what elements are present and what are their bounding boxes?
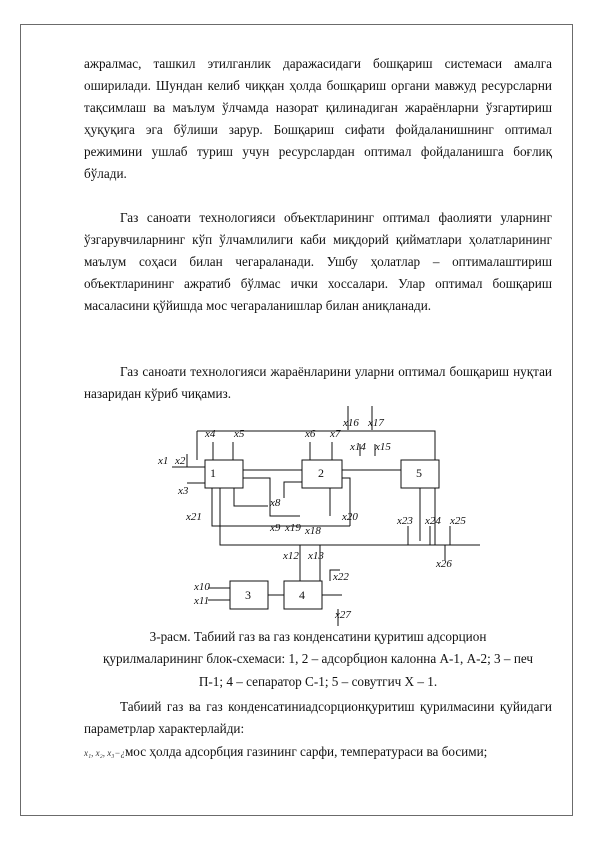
label-x6: x6 <box>305 428 316 440</box>
label-x16: x16 <box>343 417 359 429</box>
label-x19: x19 <box>285 522 301 534</box>
paragraph-3-text: Газ саноати технологияси жараёнларини уларни оптимал бошқариш нуқтаи назаридан кўриб чиқамиз. <box>84 364 552 402</box>
label-x7: x7 <box>330 428 341 440</box>
block-1-label: 1 <box>210 466 216 480</box>
caption-line-1: 3-расм. Табиий газ ва газ конденсатини қуритиш адсорцион <box>149 629 487 644</box>
label-x8: x8 <box>270 497 281 509</box>
label-x22: x22 <box>333 571 349 583</box>
label-x20: x20 <box>342 511 358 523</box>
block-diagram <box>150 398 510 628</box>
paragraph-4-text: Табиий газ ва газ конденсатиниадсорционқуритиш қурилмасини қуйидаги параметрлар характерлайди: <box>84 699 552 737</box>
parameters-line-text: мос ҳолда адсорбция газининг сарфи, температураси ва босими; <box>124 744 488 759</box>
label-x21: x21 <box>186 511 202 523</box>
block-5-label: 5 <box>416 466 422 480</box>
caption-line-2: қурилмаларининг блок-схемаси: 1, 2 – адсорбцион калонна А-1, А-2; 3 – печ <box>102 651 534 667</box>
paragraph-2-text: Газ саноати технологияси объектларининг оптимал фаолияти уларнинг ўзгарувчиларнинг кўп ўлчамлилиги каби миқдорий қийматлари ҳолатларининг маълум соҳаси билан чегараланади. Ушбу ҳолатлар – оптималаштириш объектларининг ажратиб бўлмас ички хоссалари. Улар оптимал бошқариш масаласини қўйишда мос чегараланишлар билан аниқланади. <box>84 210 552 314</box>
label-x26: x26 <box>436 558 452 570</box>
label-x25: x25 <box>450 515 466 527</box>
label-x3: x3 <box>178 485 189 497</box>
formula-x1-x2-x3: x₁, x₂, x₃−¿ <box>84 748 125 758</box>
label-x9: x9 <box>270 522 281 534</box>
label-x15: x15 <box>375 441 391 453</box>
label-x18: x18 <box>305 525 321 537</box>
label-x12: x12 <box>283 550 299 562</box>
caption-line-3: П-1; 4 – сепаратор С-1; 5 – совутгич Х – 1. <box>198 673 438 689</box>
label-x10: x10 <box>194 581 210 593</box>
label-x13: x13 <box>308 550 324 562</box>
paragraph-4 <box>84 696 552 740</box>
label-x14: x14 <box>350 441 366 453</box>
label-x27: x27 <box>335 609 351 621</box>
paragraph-2 <box>84 207 552 317</box>
block-3-label: 3 <box>245 588 251 602</box>
paragraph-1-text: ажралмас, ташкил этилганлик даражасидаги бошқариш системаси амалга оширилади. Шундан келиб чиққан ҳолда бошқариш органи мавжуд ресурсларни тақсимлаш ва маълум ўлчамда назорат қилинадиган жараёнларни ўзгартириш ҳуқуқига эга бўлиши зарур. Бошқариш сифати фойдаланишнинг оптимал режимини ушлаб туриш учун ресурслардан оптимал фойдаланишга боғлиқ бўлади. <box>84 56 552 182</box>
block-2-label: 2 <box>318 466 324 480</box>
label-x1: x1 <box>158 455 169 467</box>
label-x17: x17 <box>368 417 384 429</box>
parameters-line <box>84 741 552 764</box>
label-x24: x24 <box>425 515 441 527</box>
label-x23: x23 <box>397 515 413 527</box>
label-x2: x2 <box>175 455 186 467</box>
block-4-label: 4 <box>299 588 305 602</box>
paragraph-1 <box>84 53 552 186</box>
label-x4: x4 <box>205 428 216 440</box>
label-x5: x5 <box>234 428 245 440</box>
label-x11: x11 <box>194 595 210 607</box>
figure-caption <box>84 626 552 693</box>
